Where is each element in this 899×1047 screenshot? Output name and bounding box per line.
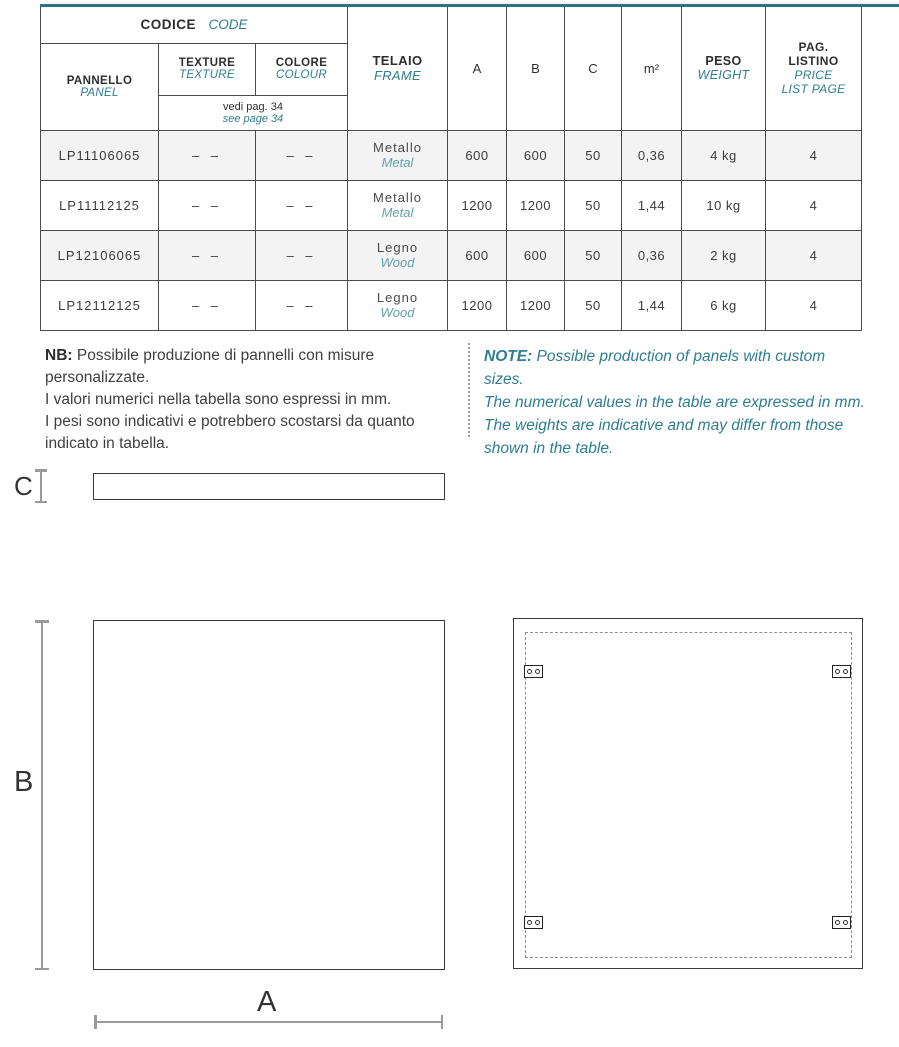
dim-b-value: 1200: [507, 280, 565, 330]
colour-value: – –: [256, 230, 348, 280]
pag-listino-label: PAG. LISTINO: [788, 40, 839, 69]
telaio-label: TELAIO: [372, 53, 423, 69]
screw-hole: [527, 920, 532, 925]
frame-value: Metallo Metal: [348, 130, 448, 180]
note-en-sentence-2: The numerical values in the table are expressed in mm.: [484, 394, 865, 411]
header-codice: [41, 7, 348, 43]
price-list-page-label: PRICE LIST PAGE: [781, 68, 846, 97]
dim-a-value: 600: [448, 230, 507, 280]
dim-c-value: 50: [565, 230, 622, 280]
area-value: 1,44: [622, 180, 682, 230]
colour-value: – –: [256, 280, 348, 330]
note-italian: [45, 345, 465, 455]
screw-hole: [527, 669, 532, 674]
note-english: [484, 345, 869, 460]
panel-code: LP11112125: [41, 180, 159, 230]
panel-code: LP11106065: [41, 130, 159, 180]
note-it-sentence-2: I valori numerici nella tabella sono espressi in mm.: [45, 391, 392, 408]
frame-label: FRAME: [374, 68, 421, 84]
dim-c-value: 50: [565, 130, 622, 180]
weight-value: 2 kg: [682, 230, 766, 280]
area-value: 1,44: [622, 280, 682, 330]
header-colore: [256, 43, 348, 95]
table-row: [41, 180, 862, 230]
dim-a-value: 600: [448, 130, 507, 180]
frame-value: Legno Wood: [348, 230, 448, 280]
page-value: 4: [766, 130, 862, 180]
screw-hole: [835, 920, 840, 925]
panel-label: PANEL: [80, 86, 119, 99]
panel-code: LP12112125: [41, 280, 159, 330]
note-en-sentence-1: Possible production of panels with custom sizes.: [484, 348, 826, 388]
screw-hole: [835, 669, 840, 674]
code-label: CODE: [208, 16, 248, 32]
screw-hole: [535, 920, 540, 925]
frame-value: Metallo Metal: [348, 180, 448, 230]
screw-hole: [843, 669, 848, 674]
dimension-b-line: [35, 620, 49, 970]
colour-value: – –: [256, 180, 348, 230]
screw-plate: [832, 916, 851, 929]
texture-value: – –: [159, 130, 256, 180]
header-pannello: [41, 43, 159, 130]
dim-a-value: 1200: [448, 180, 507, 230]
frame-value: Legno Wood: [348, 280, 448, 330]
header-telaio: [348, 7, 448, 130]
texture-value: – –: [159, 230, 256, 280]
screw-plate: [832, 665, 851, 678]
note-it-sentence-3: I pesi sono indicativi e potrebbero scostarsi da quanto indicato in tabella.: [45, 413, 415, 452]
area-value: 0,36: [622, 130, 682, 180]
dim-b-value: 600: [507, 130, 565, 180]
codice-label: CODICE: [140, 16, 197, 32]
vedi-pag-label: vedi pag. 34: [223, 100, 283, 113]
header-see-page: [159, 95, 348, 130]
header-col-a: A: [448, 7, 507, 130]
pannello-label: PANNELLO: [66, 74, 133, 87]
weight-value: 4 kg: [682, 130, 766, 180]
texture-value: – –: [159, 280, 256, 330]
page-value: 4: [766, 180, 862, 230]
header-pag-listino: [766, 7, 862, 130]
weight-value: 10 kg: [682, 180, 766, 230]
dimension-c-marker: [35, 469, 47, 503]
panel-code: LP12106065: [41, 230, 159, 280]
header-col-c: C: [565, 7, 622, 130]
colour-value: – –: [256, 130, 348, 180]
peso-label: PESO: [705, 54, 742, 69]
weight-label: WEIGHT: [697, 68, 750, 83]
screw-plate: [524, 916, 543, 929]
back-view-diagram: [513, 618, 863, 969]
dim-b-value: 600: [507, 230, 565, 280]
table-row: [41, 130, 862, 180]
texture-it-label: TEXTURE: [178, 57, 236, 69]
panel-front-rect: [93, 620, 445, 970]
screw-plate: [524, 665, 543, 678]
weight-value: 6 kg: [682, 280, 766, 330]
header-col-m2: m²: [622, 7, 682, 130]
colore-label: COLORE: [275, 57, 328, 69]
screw-hole: [843, 920, 848, 925]
page-value: 4: [766, 280, 862, 330]
colour-label: COLOUR: [275, 69, 327, 81]
header-col-b: B: [507, 7, 565, 130]
note-it-sentence-1: Possibile produzione di pannelli con misure personalizzate.: [45, 347, 375, 386]
dim-label-b: B: [14, 766, 34, 798]
page-value: 4: [766, 230, 862, 280]
screw-hole: [535, 669, 540, 674]
header-texture: [159, 43, 256, 95]
panel-side-rect: [93, 473, 445, 500]
table-row: [41, 230, 862, 280]
note-en-sentence-3: The weights are indicative and may differ from those shown in the table.: [484, 417, 844, 457]
dim-label-c: C: [14, 471, 33, 501]
dim-b-value: 1200: [507, 180, 565, 230]
dim-c-value: 50: [565, 180, 622, 230]
notes-divider: [468, 343, 470, 437]
texture-value: – –: [159, 180, 256, 230]
see-page-label: see page 34: [222, 112, 284, 125]
dim-c-value: 50: [565, 280, 622, 330]
area-value: 0,36: [622, 230, 682, 280]
table-row: [41, 280, 862, 330]
texture-en-label: TEXTURE: [179, 69, 235, 81]
dim-a-value: 1200: [448, 280, 507, 330]
spec-table: [40, 7, 862, 331]
nb-label: NB:: [45, 347, 73, 364]
note-label: NOTE:: [484, 348, 533, 365]
dimension-a-line: [94, 1015, 443, 1029]
dim-label-a: A: [257, 986, 277, 1018]
header-peso: [682, 7, 766, 130]
frame-dashed-outline: [525, 632, 852, 958]
